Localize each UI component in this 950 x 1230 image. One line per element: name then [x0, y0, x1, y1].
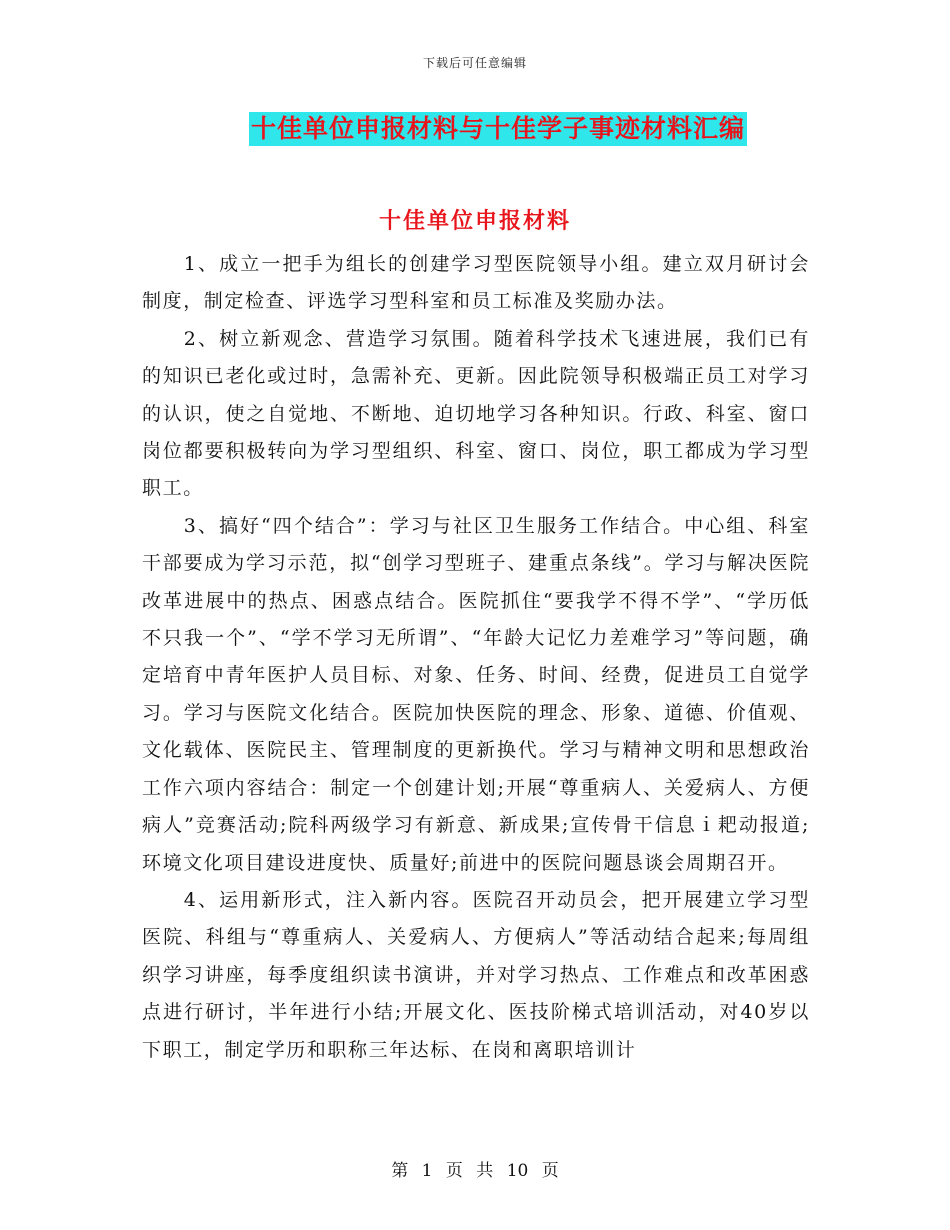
- page-footer: [0, 1156, 950, 1181]
- main-title-wrap: [0, 112, 950, 146]
- body-text: [142, 246, 810, 1069]
- main-title: 十佳单位申报材料与十佳学子事迹材料汇编: [249, 112, 747, 146]
- footer-prefix: 第: [391, 1161, 409, 1181]
- paragraph-4: 4、运用新形式，注入新内容。医院召开动员会，把开展建立学习型医院、科组与“尊重病人、关爱病人、方便病人”等活动结合起来;每周组织学习讲座，每季度组织读书演讲，并对学习热点、工作难点和改革困惑点进行研讨，半年进行小结;开展文化、医技阶梯式培训活动，对40岁以下职工，制定学历和职称三年达标、在岗和离职培训计: [142, 888, 810, 1061]
- paragraph-2: 2、树立新观念、营造学习氛围。随着科学技术飞速进展，我们已有的知识已老化或过时，急需补充、更新。因此院领导积极端正员工对学习的认识，使之自觉地、不断地、迫切地学习各种知识。行政、科室、窗口岗位都要积极转向为学习型组织、科室、窗口、岗位，职工都成为学习型职工。: [142, 327, 810, 500]
- footer-suffix: 页: [541, 1161, 559, 1181]
- footer-page-number: 1: [421, 1161, 433, 1181]
- paragraph-3: 3、搞好“四个结合”：学习与社区卫生服务工作结合。中心组、科室干部要成为学习示范，拟“创学习型班子、建重点条线”。学习与解决医院改革进展中的热点、困惑点结合。医院抓住“要我学不得不学”、“学历低不只我一个”、“学不学习无所谓”、“年龄大记忆力差难学习”等问题，确定培育中青年医护人员目标、对象、任务、时间、经费，促进员工自觉学习。学习与医院文化结合。医院加快医院的理念、形象、道德、价值观、文化载体、医院民主、管理制度的更新换代。学习与精神文明和思想政治工作六项内容结合：制定一个创建计划;开展“尊重病人、关爱病人、方便病人”竞赛活动;院科两级学习有新意、新成果;宣传骨干信息ｉ耙动报道;环境文化项目建设进度快、质量好;前进中的医院问题恳谈会周期召开。: [142, 514, 810, 874]
- section-title: 十佳单位申报材料: [378, 208, 571, 234]
- header-note: 下载后可任意编辑: [422, 56, 527, 70]
- footer-total-pages: 10: [506, 1161, 529, 1181]
- footer-total-label: 共: [476, 1161, 494, 1181]
- footer-page-label: 页: [445, 1161, 463, 1181]
- paragraph-1: 1、成立一把手为组长的创建学习型医院领导小组。建立双月研讨会制度，制定检查、评选学习型科室和员工标准及奖励办法。: [142, 253, 810, 313]
